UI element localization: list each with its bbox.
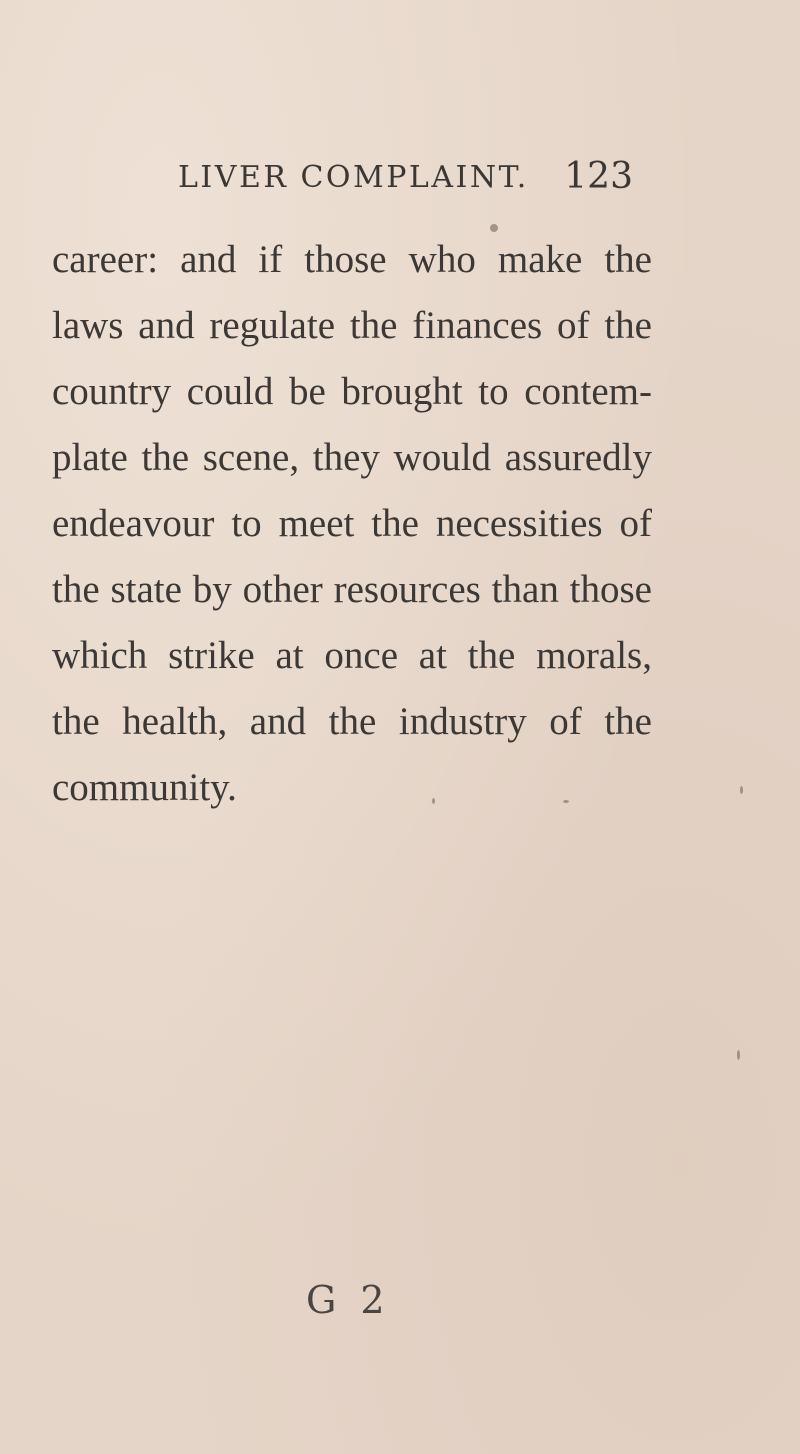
- ink-speck: [737, 1050, 740, 1060]
- text-line: which strike at once at the morals,: [52, 634, 652, 677]
- text-line: endeavour to meet the necessities of: [52, 502, 652, 545]
- text-line: laws and regulate the finances of the: [52, 304, 652, 347]
- page-number: 123: [564, 156, 633, 197]
- text-line: plate the scene, they would assuredly: [52, 436, 652, 479]
- running-title: LIVER COMPLAINT.: [178, 160, 529, 195]
- ink-speck: [740, 786, 743, 794]
- signature-mark: G 2: [306, 1278, 391, 1322]
- running-head: [178, 156, 633, 204]
- body-paragraph: [52, 236, 652, 830]
- text-line: career: and if those who make the: [52, 238, 652, 281]
- ink-speck: [490, 224, 498, 232]
- text-line: the health, and the industry of the: [52, 700, 652, 743]
- text-line: country could be brought to contem-: [52, 370, 652, 413]
- text-line: community.: [52, 766, 237, 809]
- ink-speck: [432, 798, 435, 804]
- ink-speck: [563, 800, 569, 803]
- text-line: the state by other resources than those: [52, 568, 652, 611]
